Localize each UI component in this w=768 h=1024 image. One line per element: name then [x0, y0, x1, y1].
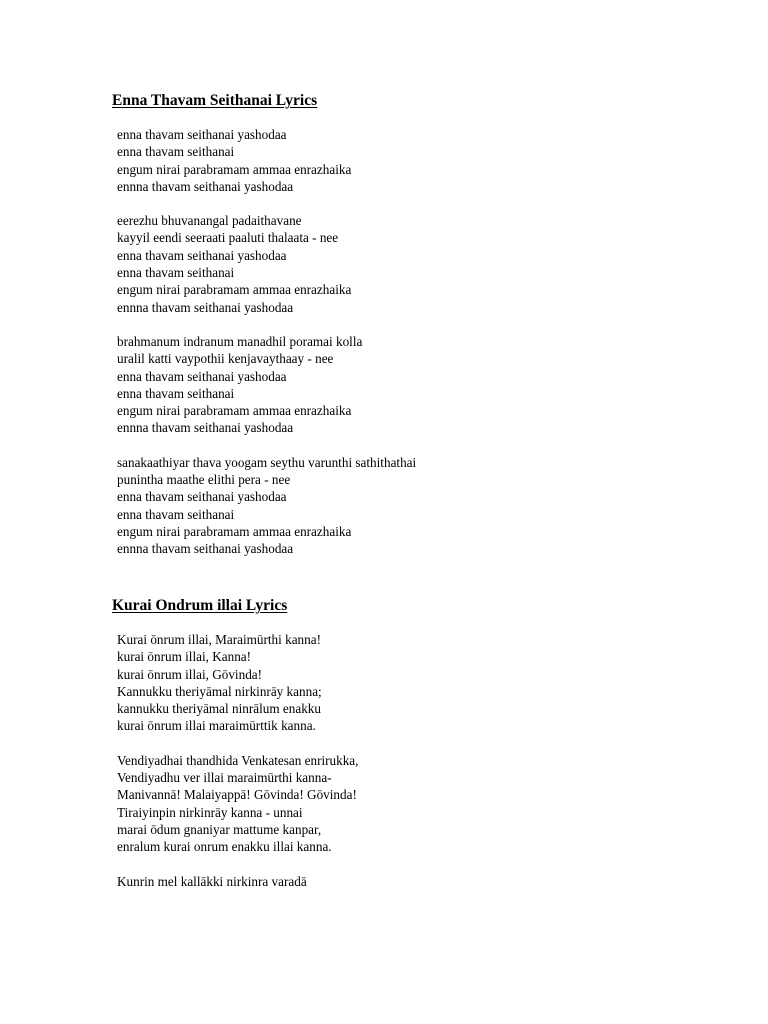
lyric-line: eerezhu bhuvanangal padaithavane — [117, 213, 302, 229]
lyric-line: enna thavam seithanai — [117, 144, 235, 160]
lyric-line: Vendiyadhu ver illai maraimūrthi kanna- — [117, 770, 332, 786]
lyric-line: ennna thavam seithanai yashodaa — [117, 420, 294, 436]
stanza — [117, 126, 712, 195]
lyric-line: enna thavam seithanai yashodaa — [117, 489, 287, 505]
lyric-line: enna thavam seithanai — [117, 506, 235, 522]
lyric-line: ennna thavam seithanai yashodaa — [117, 178, 294, 194]
lyric-line: Kunrin mel kallākki nirkinra varadā — [117, 873, 307, 889]
stanza — [117, 212, 712, 316]
stanza — [117, 873, 712, 890]
stanza — [117, 333, 712, 437]
lyric-line: kurai ōnrum illai, Kanna! — [117, 649, 252, 665]
lyric-line: Kurai ōnrum illai, Maraimūrthi kanna! — [117, 632, 321, 647]
lyric-line: engum nirai parabramam ammaa enrazhaika — [117, 161, 352, 177]
stanza-list — [112, 631, 712, 890]
lyric-line: marai ōdum gnaniyar mattume kanpar, — [117, 821, 322, 837]
lyric-line: kayyil eendi seeraati paaluti thalaata - nee — [117, 230, 339, 246]
lyric-line: ennna thavam seithanai yashodaa — [117, 299, 294, 315]
lyric-line: enna thavam seithanai — [117, 385, 235, 401]
stanza — [117, 631, 712, 735]
lyric-line: enralum kurai onrum enakku illai kanna. — [117, 839, 332, 855]
section-title: Kurai Ondrum illai Lyrics — [112, 597, 288, 614]
lyric-line: Vendiyadhai thandhida Venkatesan enrirukka, — [117, 752, 359, 768]
lyrics-section-kurai-ondrum — [112, 597, 712, 907]
stanza — [117, 752, 712, 856]
lyric-line: enna thavam seithanai yashodaa — [117, 127, 287, 142]
lyric-line: engum nirai parabramam ammaa enrazhaika — [117, 282, 352, 298]
lyric-line: enna thavam seithanai yashodaa — [117, 247, 287, 263]
lyric-line: kannukku theriyāmal ninrālum enakku — [117, 701, 321, 717]
lyric-line: engum nirai parabramam ammaa enrazhaika — [117, 523, 352, 539]
lyric-line: Manivannā! Malaiyappā! Gōvinda! Gōvinda! — [117, 787, 357, 803]
lyric-line: ennna thavam seithanai yashodaa — [117, 541, 294, 557]
section-title: Enna Thavam Seithanai Lyrics — [112, 92, 318, 109]
lyric-line: kurai ōnrum illai, Gōvinda! — [117, 666, 263, 682]
lyric-line: kurai ōnrum illai maraimūrttik kanna. — [117, 718, 316, 734]
lyric-line: Tiraiyinpin nirkinrāy kanna - unnai — [117, 804, 303, 820]
lyric-line: uralil katti vaypothii kenjavaythaay - nee — [117, 351, 334, 367]
stanza-list — [112, 126, 712, 558]
lyrics-section-enna-thavam — [112, 92, 712, 575]
lyric-line: engum nirai parabramam ammaa enrazhaika — [117, 403, 352, 419]
lyric-line: brahmanum indranum manadhil poramai kolla — [117, 333, 363, 349]
lyric-line: Kannukku theriyāmal nirkinrāy kanna; — [117, 683, 322, 699]
lyric-line: sanakaathiyar thava yoogam seythu varunthi sathithathai — [117, 454, 417, 470]
stanza — [117, 454, 712, 558]
lyric-line: enna thavam seithanai yashodaa — [117, 368, 287, 384]
lyric-line: punintha maathe elithi pera - nee — [117, 472, 291, 488]
lyric-line: enna thavam seithanai — [117, 265, 235, 281]
